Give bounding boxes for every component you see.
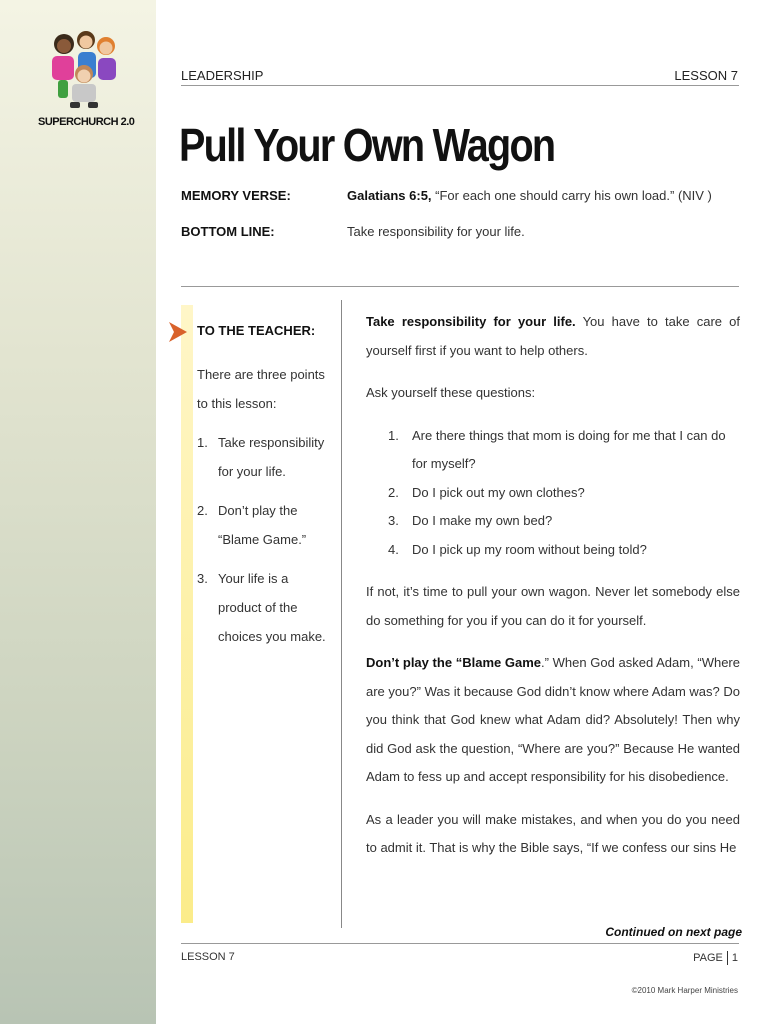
list-item-text: Are there things that mom is doing for me that I can do for myself? [412, 427, 726, 471]
paragraph-leader-mistakes: As a leader you will make mistakes, and when you do you need to admit it. That is why the Bible says, “If we confess our sins He [366, 811, 740, 855]
bottom-line-text: Take responsibility for your life. [347, 224, 525, 239]
memory-verse-ref: Galatians 6:5, [347, 188, 432, 203]
arrow-pointer-icon [169, 322, 187, 342]
footer-lesson: LESSON 7 [181, 951, 235, 963]
teacher-intro: There are three points to this lesson: [197, 367, 325, 411]
list-item-number: 4. [388, 541, 399, 557]
paragraph-blame-game [366, 649, 740, 792]
list-item-text: Do I pick up my room without being told? [412, 541, 647, 557]
paragraph-responsibility [366, 308, 740, 365]
list-item [366, 507, 740, 536]
section-rule [181, 286, 739, 287]
memory-verse-label: MEMORY VERSE: [181, 188, 291, 203]
page-num: 1 [731, 951, 738, 964]
footer-rule [181, 943, 739, 944]
list-item-number: 3. [197, 571, 208, 586]
memory-verse-text [347, 188, 712, 203]
header-rule [181, 85, 739, 86]
lesson-label: LESSON 7 [674, 68, 738, 83]
list-item-text: Take responsibility for your life. [218, 435, 325, 479]
list-item-text: Don’t play the “Blame Game.” [218, 503, 307, 547]
paragraph-pull-wagon: If not, it’s time to pull your own wagon. Never let somebody else do something for you if you can do it for yourself. [366, 584, 740, 628]
list-item [366, 536, 740, 565]
questions-list [366, 422, 740, 565]
list-item [197, 564, 327, 651]
brand-label: SUPERCHURCH 2.0 [38, 116, 135, 128]
paragraph-body: .” When God asked Adam, “Where are you?” Was it because God didn’t know where Adam was? Do you think that God knew what Adam did? Absolutely! Then why did God ask the question, “Where are you?” Because He wanted Adam to fess up and accept responsibility for his disobedience. [366, 655, 740, 784]
list-item [197, 428, 327, 486]
sidebar-gradient [0, 0, 156, 1024]
copyright: ©2010 Mark Harper Ministries [631, 986, 738, 995]
list-item-text: Do I pick out my own clothes? [412, 484, 585, 500]
page-separator [727, 951, 728, 965]
memory-verse-quote: “For each one should carry his own load.” (NIV ) [431, 188, 712, 203]
list-item-number: 3. [388, 513, 399, 528]
column-divider [341, 300, 342, 928]
list-item [366, 422, 740, 479]
paragraph-questions-intro: Ask yourself these questions: [366, 385, 536, 400]
main-content [366, 308, 740, 877]
list-item [366, 479, 740, 508]
continued-note: Continued on next page [605, 925, 742, 939]
bottom-line-label: BOTTOM LINE: [181, 224, 275, 239]
kids-group-logo [44, 30, 122, 110]
paragraph-lead: Take responsibility for your life. [366, 314, 576, 329]
list-item-number: 2. [388, 484, 399, 500]
list-item-number: 2. [197, 503, 208, 518]
list-item [197, 496, 327, 554]
paragraph-lead: Don’t play the “Blame Game [366, 655, 542, 670]
page-title: Pull Your Own Wagon [179, 119, 555, 171]
list-item-text: Do I make my own bed? [412, 513, 553, 528]
list-item-text: Your life is a product of the choices you make. [218, 571, 326, 644]
list-item-number: 1. [388, 427, 399, 443]
page-label: PAGE [693, 951, 723, 964]
teacher-highlight-bar [181, 305, 193, 923]
teacher-heading: TO THE TEACHER: [197, 323, 316, 338]
teacher-points-list [197, 428, 327, 661]
list-item-number: 1. [197, 435, 208, 450]
category-label: LEADERSHIP [181, 68, 264, 83]
paragraph-body: You have to take care of yourself first if you want to help others. [366, 314, 740, 358]
page-number [693, 951, 738, 965]
